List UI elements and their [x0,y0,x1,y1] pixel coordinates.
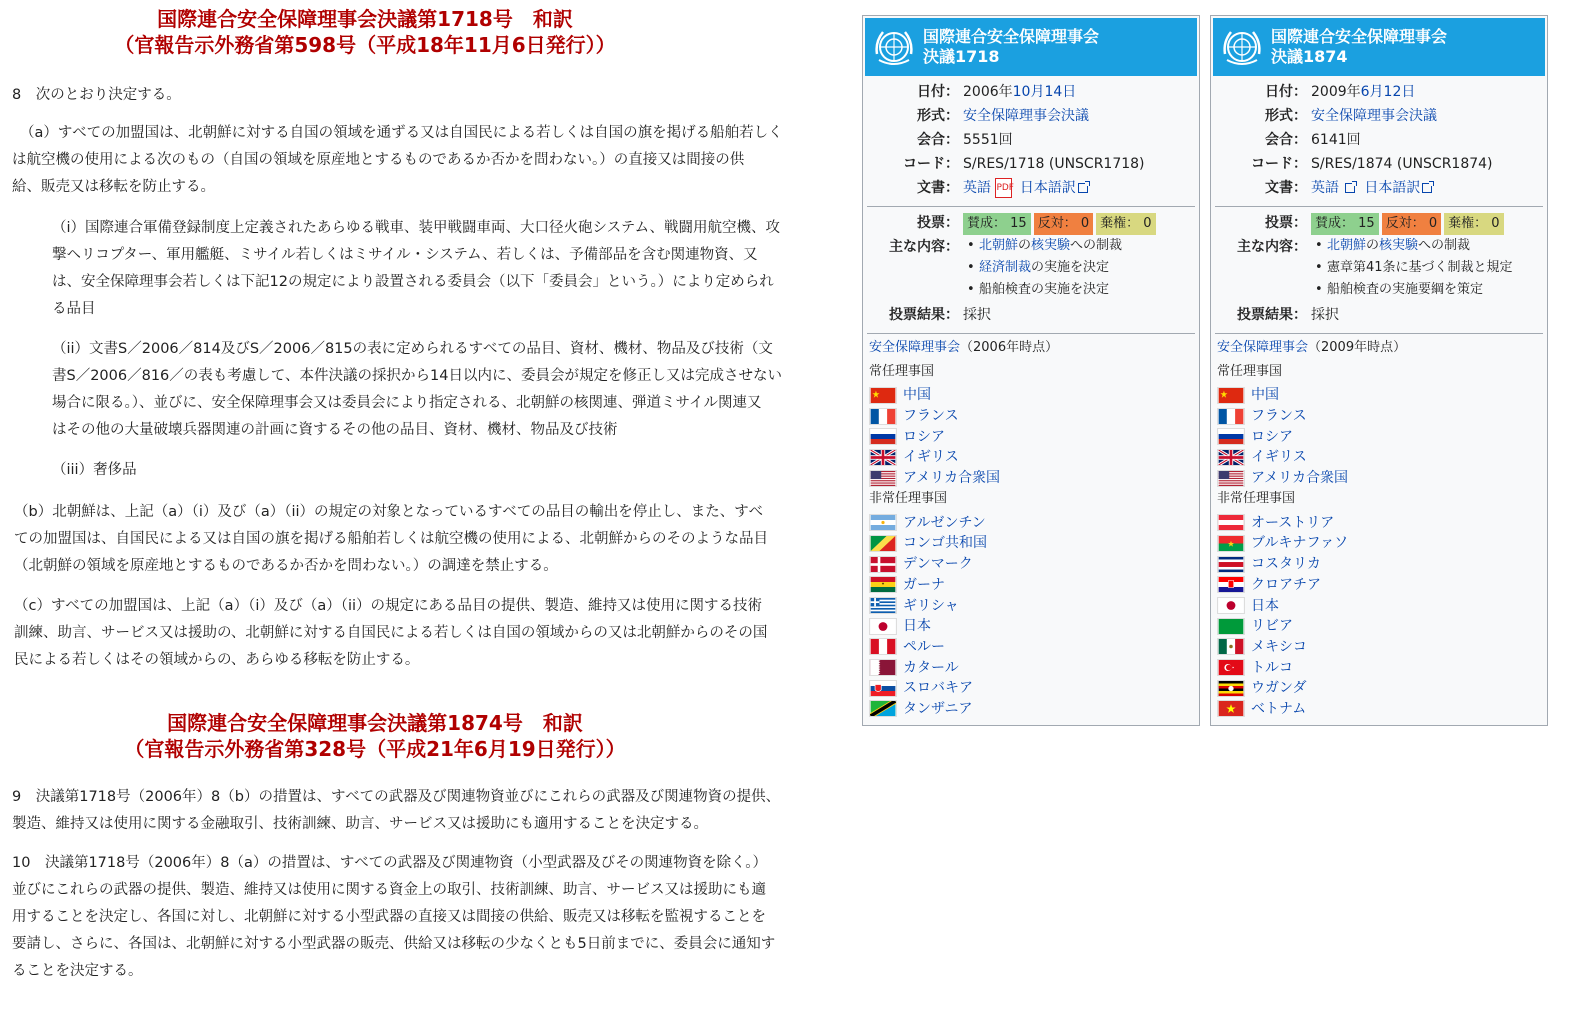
paragraph-a-iii: （iii）奢侈品 [52,462,137,478]
paragraph-a-i: （i）国際連合軍備登録制度上定義されたあらゆる戦車、装甲戦闘車両、大口径火砲システム、戦闘用航空機、攻 撃ヘリコプター、軍用艦艇、ミサイル若しくはミサイル・システム、若しくは、予備部品を含む関連物資、又 は、安全保障理事会若しくは下記12の規定により設置される委員会（以下「委員会」という。）により定められ る品目 [52,220,781,317]
member-link[interactable]: ペルー [903,638,945,655]
member-link[interactable]: フランス [903,408,959,425]
member-link[interactable]: ベトナム [1251,700,1307,717]
member-3 [869,575,1193,596]
content-link[interactable]: 北朝鮮 [979,238,1019,253]
flag-icon [869,387,897,404]
member-link[interactable]: クロアチア [1251,576,1321,593]
paragraph-9: 9 決議第1718号（2006年）8（b）の措置は、すべての武器及び関連物資並びにこれらの武器及び関連物資の提供、 製造、維持又は使用に関する金融取引、技術訓練、助言、サービス又は援助にも適用することを決定する。 [12,789,781,832]
member-7 [1217,657,1541,678]
member-1 [1217,406,1541,427]
vote-no-badge: 反対： 0 [1034,213,1093,235]
member-0 [869,512,1193,533]
content-list [963,235,1199,301]
member-link[interactable]: ウガンダ [1251,680,1307,697]
nonpermanent-members-list [869,512,1193,719]
member-link[interactable]: 中国 [903,387,931,404]
member-link[interactable]: タンザニア [903,700,973,717]
flag-icon [869,618,897,635]
council-link[interactable]: 安全保障理事会 [869,340,961,355]
flag-icon [1217,408,1245,425]
member-link[interactable]: コスタリカ [1251,556,1321,573]
external-link-icon [1422,183,1432,193]
content-item: • 北朝鮮の核実験への制裁 [979,235,1199,257]
row-content: 主な内容： • 北朝鮮の核実験への制裁 • 経済制裁の実施を決定 • 船舶検査の実施を決定 [863,235,1199,301]
flag-icon [1217,576,1245,593]
member-8 [1217,678,1541,699]
form-link[interactable]: 安全保障理事会決議 [1311,108,1437,124]
member-link[interactable]: 中国 [1251,387,1279,404]
vote-no-badge: 反対： 0 [1382,213,1441,235]
permanent-members-list [869,385,1193,488]
paragraph-a-ii: （ii）文書S／2006／814及びS／2006／815の表に定められるすべての品目、資材、機材、物品及び技術（文 書S／2006／816／の表も考慮して、本件決議の採択から14日以内に、委員会が規定を修正し又は完成させない 場合に限る。）、並びに、安全保障理事会又は委員会により指定される、北朝鮮の核関連、弾道ミサイル関連又 はその他の大量破壊兵器関連の計画に資するその他の品目、資材、機材、物品及び技術 [52,341,782,438]
permanent-members-label: 常任理事国 [1217,364,1283,379]
flag-icon [1217,638,1245,655]
member-0 [869,385,1193,406]
member-2 [1217,554,1541,575]
flag-icon [869,556,897,573]
flag-icon [869,428,897,445]
row-form: 形式： 安全保障理事会決議 [917,108,1089,124]
content-link[interactable]: 経済制裁 [979,260,1032,275]
paragraph-c: （c）すべての加盟国は、上記（a）（i）及び（a）（ii）の規定にある品目の提供、製造、維持又は使用に関する技術 訓練、助言、サービス又は援助の、北朝鮮に対する自国民による若しくは自国の領域からの又は北朝鮮からのその国 民による若しくはその領域からの、あらゆる移転を防止する。 [14,598,768,668]
member-link[interactable]: アメリカ合衆国 [1251,470,1349,487]
content-item: • 北朝鮮の核実験への制裁 [1327,235,1547,257]
flag-icon [869,514,897,531]
resolution-1718-title: 国際連合安全保障理事会決議第1718号 和訳 （官報告示外務省第598号（平成18年11月6日発行）） [114,7,616,57]
row-date: 日付： 2009年6月12日 [1265,84,1416,100]
flag-icon [869,535,897,552]
member-4 [869,595,1193,616]
flag-icon [869,449,897,466]
nonpermanent-members-label: 非常任理事国 [869,491,948,507]
row-meeting: 会合： 5551回 [917,132,1013,148]
flag-icon [869,597,897,614]
council-link[interactable]: 安全保障理事会 [1217,340,1309,355]
content-link[interactable]: 核実験 [1031,238,1071,253]
member-4 [1217,468,1541,489]
member-link[interactable]: アメリカ合衆国 [903,470,1001,487]
flag-icon [1217,680,1245,697]
member-4 [869,468,1193,489]
vote-abstain-badge: 棄権： 0 [1096,213,1155,235]
content-item: • 経済制裁の実施を決定 [979,257,1199,279]
english-doc-link[interactable]: 英語 [1311,180,1339,196]
row-form: 形式： 安全保障理事会決議 [1265,108,1437,124]
flag-icon [869,680,897,697]
member-2 [1217,426,1541,447]
nonpermanent-members-label: 非常任理事国 [1217,491,1296,507]
infobox-resolution-1718 [862,15,1200,726]
flag-icon [869,576,897,593]
un-emblem-icon [1219,24,1265,70]
council-section: 安全保障理事会（2009年時点） 常任理事国 中国 フランス ロシア イギリス アメリカ合衆国 非常任理事国 オーストリア ブルキナファソ コスタリカ クロアチア 日本 リビア メキシコ トルコ ウガンダ ベトナム [1211,338,1547,719]
member-link[interactable]: 日本 [903,618,931,635]
infobox-header: 国際連合安全保障理事会 決議1874 [1213,18,1545,76]
member-link[interactable]: デンマーク [903,556,973,573]
infobox-resolution-1874 [1210,15,1548,726]
member-link[interactable]: オーストリア [1251,514,1335,531]
japanese-doc-link[interactable]: 日本語訳 [1364,180,1421,196]
member-9 [869,699,1193,720]
member-link[interactable]: イギリス [1251,449,1307,466]
row-content: 主な内容： • 北朝鮮の核実験への制裁 • 憲章第41条に基づく制裁と規定 • 船舶検査の実施要綱を策定 [1211,235,1547,301]
member-6 [1217,637,1541,658]
flag-icon [1217,387,1245,404]
member-3 [1217,447,1541,468]
row-code: コード： S/RES/1874 (UNSCR1874) [1251,156,1493,172]
vote-yes-badge: 賛成： 15 [1311,213,1379,235]
member-8 [869,678,1193,699]
flag-icon [1217,470,1245,487]
member-link[interactable]: ロシア [1251,428,1293,445]
member-3 [869,447,1193,468]
row-date: 日付： 2006年10月14日 [917,84,1077,100]
member-link[interactable]: スロバキア [903,680,973,697]
resolution-1874-title: 国際連合安全保障理事会決議第1874号 和訳 （官報告示外務省第328号（平成21年6月19日発行）） [124,711,626,761]
japanese-doc-link[interactable]: 日本語訳 [1019,180,1076,196]
member-link[interactable]: ロシア [903,428,945,445]
member-0 [1217,512,1541,533]
content-item: • 船舶検査の実施を決定 [979,279,1199,301]
flag-icon [1217,514,1245,531]
member-9 [1217,699,1541,720]
paragraph-10: 10 決議第1718号（2006年）8（a）の措置は、すべての武器及び関連物資（小型武器及びその関連物資を除く。） 並びにこれらの武器の提供、製造、維持又は使用に関する資金上の取引、技術訓練、助言、サービス又は援助にも適 用することを決定し、各国に対し、北朝鮮に対する小型武器の直接又は間接の供給、販売又は移転を監視することを 要請し、さらに、各国は、北朝鮮に対する小型武器の販売、供給又は移転の少なくとも5日前までに、委員会に通知す ることを決定する。 [12,855,776,979]
row-result: 投票結果： 採択 [889,307,991,323]
flag-icon [1217,659,1245,676]
member-3 [1217,575,1541,596]
row-vote: 投票： 賛成： 15 反対： 0 棄権： 0 [863,211,1199,235]
content-link[interactable]: 北朝鮮 [1327,238,1367,253]
row-documents: 文書： 英語 日本語訳 [1211,176,1547,200]
flag-icon [1217,556,1245,573]
member-link[interactable]: ギリシャ [903,597,959,614]
member-5 [869,616,1193,637]
content-link[interactable]: 核実験 [1379,238,1419,253]
vote-abstain-badge: 棄権： 0 [1444,213,1503,235]
paragraph-b: （b）北朝鮮は、上記（a）（i）及び（a）（ii）の規定の対象となっているすべての品目の輸出を停止し、また、すべ ての加盟国は、自国民による又は自国の旗を掲げる船舶若しくは航空機の使用による、北朝鮮からのそのような品目 （北朝鮮の領域を原産地とするものであるか否かを問わない。）の調達を禁止する。 [14,504,768,574]
member-1 [1217,533,1541,554]
paragraph-a: （a）すべての加盟国は、北朝鮮に対する自国の領域を通ずる又は自国民による若しくは自国の旗を掲げる船舶若しく は航空機の使用による次のもの（自国の領域を原産地とするものであるか否かを問わない。）の直接又は間接の供 給、販売又は移転を防止する。 [12,125,783,195]
flag-icon [1217,449,1245,466]
paragraph-8: 8 次のとおり決定する。 [12,87,181,103]
member-link[interactable]: カタール [903,659,959,676]
permanent-members-list [1217,385,1541,488]
flag-icon [869,408,897,425]
member-link[interactable]: メキシコ [1251,638,1307,655]
flag-icon [1217,535,1245,552]
member-link[interactable]: アルゼンチン [903,514,986,531]
member-6 [869,637,1193,658]
permanent-members-label: 常任理事国 [869,364,935,379]
row-result: 投票結果： 採択 [1237,307,1339,323]
member-7 [869,657,1193,678]
member-2 [869,426,1193,447]
date-link[interactable]: 6月12日 [1360,84,1416,100]
external-link-icon [1345,183,1355,193]
member-link[interactable]: トルコ [1251,659,1293,676]
nonpermanent-members-list [1217,512,1541,719]
flag-icon [1217,597,1245,614]
row-meeting: 会合： 6141回 [1265,132,1361,148]
flag-icon [869,638,897,655]
member-link[interactable]: コンゴ共和国 [903,535,987,552]
content-list [1311,235,1547,301]
external-link-icon [1078,183,1088,193]
flag-icon [869,470,897,487]
member-4 [1217,595,1541,616]
vote-yes-badge: 賛成： 15 [963,213,1031,235]
content-item: • 船舶検査の実施要綱を策定 [1327,279,1547,301]
content-item: • 憲章第41条に基づく制裁と規定 [1327,257,1547,279]
english-doc-link[interactable]: 英語 [963,180,991,196]
pdf-icon: PDF [995,178,1012,198]
member-link[interactable]: ガーナ [903,576,945,593]
member-2 [869,554,1193,575]
member-link[interactable]: ブルキナファソ [1251,535,1349,552]
date-link[interactable]: 10月14日 [1012,84,1077,100]
council-section: 安全保障理事会（2006年時点） 常任理事国 中国 フランス ロシア イギリス アメリカ合衆国 非常任理事国 アルゼンチン コンゴ共和国 デンマーク ガーナ ギリシャ 日本 ペルー カタール スロバキア タンザニア [863,338,1199,719]
flag-icon [869,700,897,717]
member-0 [1217,385,1541,406]
member-1 [869,533,1193,554]
flag-icon [1217,618,1245,635]
row-vote: 投票： 賛成： 15 反対： 0 棄権： 0 [1211,211,1547,235]
flag-icon [1217,700,1245,717]
member-link[interactable]: 日本 [1251,597,1279,614]
form-link[interactable]: 安全保障理事会決議 [963,108,1089,124]
row-documents: 文書： 英語 PDF 日本語訳 [863,176,1199,200]
member-link[interactable]: イギリス [903,449,959,466]
member-5 [1217,616,1541,637]
un-emblem-icon [871,24,917,70]
row-code: コード： S/RES/1718 (UNSCR1718) [903,156,1145,172]
flag-icon [1217,428,1245,445]
member-link[interactable]: リビア [1251,618,1293,635]
member-link[interactable]: フランス [1251,408,1307,425]
member-1 [869,406,1193,427]
infobox-header: 国際連合安全保障理事会 決議1718 [865,18,1197,76]
flag-icon [869,659,897,676]
